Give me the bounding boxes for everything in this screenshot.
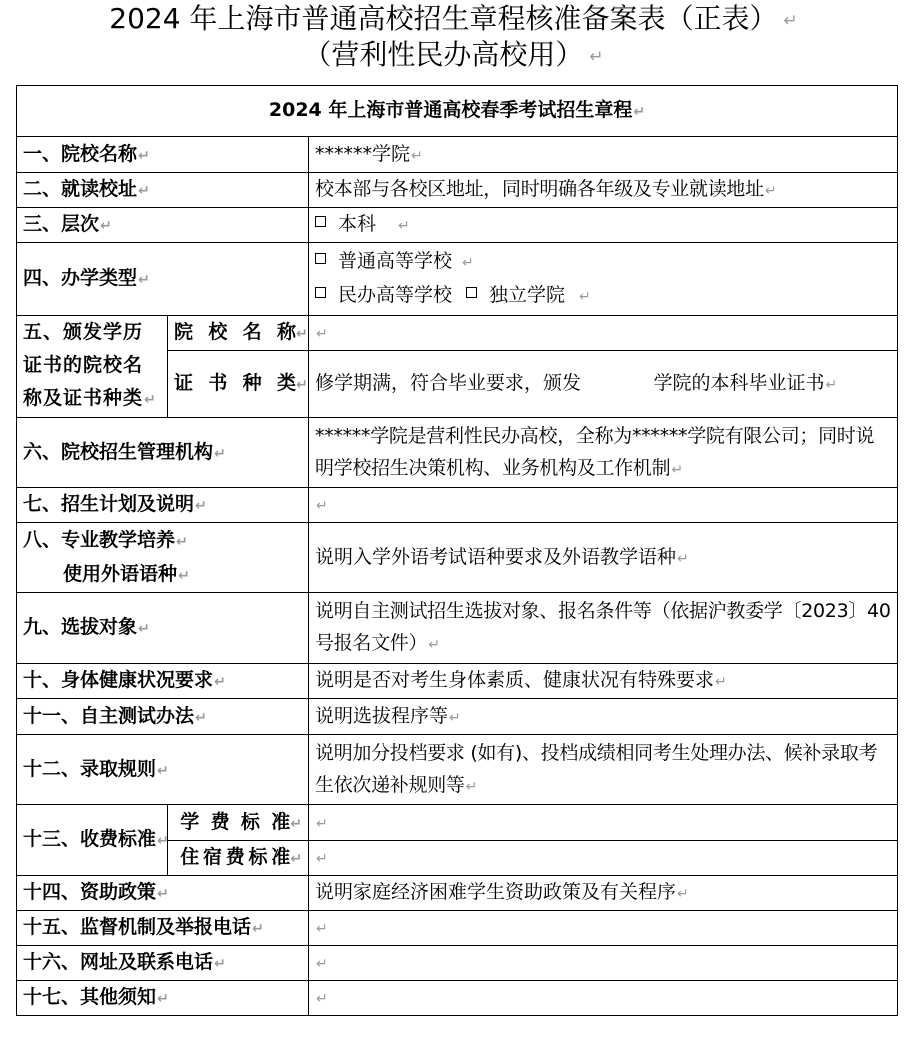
row-value: ******学院 xyxy=(315,142,411,165)
row-label: 十、身体健康状况要求 xyxy=(23,669,214,691)
label-cell xyxy=(17,981,309,1016)
return-mark-icon: ↵ xyxy=(316,921,328,937)
table-row xyxy=(17,593,898,664)
return-mark-icon: ↵ xyxy=(316,851,328,867)
label-cell xyxy=(17,208,309,243)
option-line xyxy=(315,245,891,279)
sub-label-cell xyxy=(168,841,309,876)
row-label: 七、招生计划及说明 xyxy=(23,493,195,515)
value-cell xyxy=(309,208,898,243)
row-label: 十一、自主测试办法 xyxy=(23,704,195,727)
label-cell xyxy=(17,946,309,981)
return-mark-icon: ↵ xyxy=(214,674,226,690)
value-cell xyxy=(309,173,898,208)
label-cell xyxy=(17,137,309,173)
return-mark-icon: ↵ xyxy=(589,47,604,67)
table-header-text: 2024 年上海市普通高校春季考试招生章程 xyxy=(268,99,633,121)
row-label: 十六、网址及联系电话 xyxy=(23,951,214,973)
return-mark-icon: ↵ xyxy=(138,272,150,288)
value-cell xyxy=(309,876,898,911)
table-row xyxy=(17,664,898,699)
label-cell xyxy=(17,488,309,523)
value-cell xyxy=(309,351,898,418)
row-value: 说明入学外语考试语种要求及外语教学语种 xyxy=(315,545,677,568)
option-label: 普通高等学校 xyxy=(338,250,453,272)
row-label: 十五、监督机制及举报电话 xyxy=(23,916,252,938)
value-cell xyxy=(309,981,898,1016)
sub-label: 学费标准 xyxy=(180,810,291,833)
return-mark-icon: ↵ xyxy=(316,991,328,1007)
table-row xyxy=(17,911,898,946)
table-row xyxy=(17,523,898,593)
return-mark-icon: ↵ xyxy=(671,461,683,478)
label-line xyxy=(23,524,302,558)
row-label: 二、就读校址 xyxy=(23,178,138,200)
table-row xyxy=(17,699,898,735)
return-mark-icon: ↵ xyxy=(316,498,328,514)
table-row xyxy=(17,488,898,523)
value-cell xyxy=(309,946,898,981)
table-row xyxy=(17,173,898,208)
row-value: 说明选拔程序等 xyxy=(315,704,449,727)
return-mark-icon: ↵ xyxy=(316,956,328,972)
table-row xyxy=(17,208,898,243)
checkbox-regular-university[interactable] xyxy=(315,253,326,264)
option-label: 本科 xyxy=(338,213,377,235)
return-mark-icon: ↵ xyxy=(296,377,308,394)
value-cell xyxy=(309,593,898,664)
sub-label-cell xyxy=(168,805,309,841)
table-row xyxy=(17,876,898,911)
return-mark-icon: ↵ xyxy=(252,921,264,937)
row-label: 四、办学类型 xyxy=(23,267,138,289)
return-mark-icon: ↵ xyxy=(157,762,169,779)
value-cell xyxy=(309,699,898,735)
return-mark-icon: ↵ xyxy=(428,637,440,653)
return-mark-icon: ↵ xyxy=(138,621,150,637)
page-title xyxy=(0,0,907,38)
return-mark-icon: ↵ xyxy=(157,886,169,902)
value-cell xyxy=(309,316,898,351)
title-block xyxy=(0,0,907,74)
value-cell xyxy=(309,841,898,876)
label-cell xyxy=(17,523,309,593)
row-value: 说明是否对考生身体素质、健康状况有特殊要求 xyxy=(315,669,715,691)
table-row xyxy=(17,981,898,1016)
row-value: 说明加分投档要求 (如有)、投档成绩相同考生处理办法、候补录取考生依次递补规则等 xyxy=(315,741,878,796)
label-cell xyxy=(17,911,309,946)
row-value: 修学期满，符合毕业要求，颁发 学院的本科毕业证书 xyxy=(315,372,825,395)
return-mark-icon: ↵ xyxy=(825,377,838,394)
sub-label: 证书种类 xyxy=(174,372,296,395)
return-mark-icon: ↵ xyxy=(214,956,226,972)
page-subtitle-text: （营利性民办高校用） xyxy=(303,38,584,71)
return-mark-icon: ↵ xyxy=(290,851,302,867)
label-cell xyxy=(17,593,309,664)
row-value: ******学院是营利性民办高校，全称为******学院有限公司；同时说明学校招生决策机构、业务机构及工作机制 xyxy=(315,424,875,479)
table-header-row xyxy=(17,86,898,137)
return-mark-icon: ↵ xyxy=(138,183,150,199)
return-mark-icon: ↵ xyxy=(677,550,689,567)
row-label: 九、选拔对象 xyxy=(23,616,138,638)
label-cell xyxy=(17,316,168,418)
return-mark-icon: ↵ xyxy=(465,778,478,795)
checkbox-undergraduate[interactable] xyxy=(315,216,326,227)
row-label: 十三、收费标准 xyxy=(23,828,157,850)
table-row xyxy=(17,805,898,841)
row-label: 一、院校名称 xyxy=(23,142,138,165)
option-label: 民办高等学校 xyxy=(338,284,453,306)
page-subtitle xyxy=(0,38,907,74)
label-cell xyxy=(17,664,309,699)
return-mark-icon: ↵ xyxy=(411,147,423,164)
row-label: 十七、其他须知 xyxy=(23,986,157,1008)
return-mark-icon: ↵ xyxy=(157,833,169,849)
value-cell xyxy=(309,137,898,173)
label-cell xyxy=(17,805,168,876)
return-mark-icon: ↵ xyxy=(633,104,646,120)
label-cell xyxy=(17,699,309,735)
return-mark-icon: ↵ xyxy=(579,289,591,305)
label-cell xyxy=(17,735,309,805)
sub-label-cell xyxy=(168,351,309,418)
return-mark-icon: ↵ xyxy=(157,991,169,1007)
table-header-cell xyxy=(17,86,898,137)
return-mark-icon: ↵ xyxy=(715,674,727,690)
table-row xyxy=(17,946,898,981)
row-label: 十二、录取规则 xyxy=(23,757,157,780)
return-mark-icon: ↵ xyxy=(316,815,328,832)
label-cell xyxy=(17,243,309,316)
table-row xyxy=(17,418,898,488)
label-cell xyxy=(17,173,309,208)
value-cell xyxy=(309,243,898,316)
label-cell xyxy=(17,876,309,911)
row-label: 十四、资助政策 xyxy=(23,881,157,903)
table-row xyxy=(17,735,898,805)
option-label: 独立学院 xyxy=(489,284,566,306)
return-mark-icon: ↵ xyxy=(176,533,188,550)
return-mark-icon: ↵ xyxy=(764,183,777,199)
return-mark-icon: ↵ xyxy=(138,147,150,164)
option-line xyxy=(315,279,891,313)
return-mark-icon: ↵ xyxy=(462,255,474,271)
table-row xyxy=(17,316,898,351)
row-label: 五、颁发学历证书的院校名称及证书种类 xyxy=(23,321,144,409)
return-mark-icon: ↵ xyxy=(316,326,328,343)
return-mark-icon: ↵ xyxy=(100,218,112,234)
return-mark-icon: ↵ xyxy=(783,11,798,31)
return-mark-icon: ↵ xyxy=(296,326,308,343)
value-cell xyxy=(309,735,898,805)
return-mark-icon: ↵ xyxy=(290,815,302,832)
return-mark-icon: ↵ xyxy=(449,709,461,726)
row-label: 六、院校招生管理机构 xyxy=(23,440,214,463)
sub-label-cell xyxy=(168,316,309,351)
row-label: 八、专业教学培养 xyxy=(23,528,176,551)
row-label: 三、层次 xyxy=(23,213,100,235)
return-mark-icon: ↵ xyxy=(144,392,157,408)
return-mark-icon: ↵ xyxy=(195,498,207,514)
return-mark-icon: ↵ xyxy=(677,886,689,902)
value-cell xyxy=(309,664,898,699)
table-row xyxy=(17,243,898,316)
value-cell xyxy=(309,488,898,523)
sub-label: 住宿费标准 xyxy=(180,846,291,868)
table-row xyxy=(17,137,898,173)
return-mark-icon: ↵ xyxy=(178,567,190,584)
return-mark-icon: ↵ xyxy=(195,709,207,726)
checkbox-independent-college[interactable] xyxy=(466,287,477,298)
value-cell xyxy=(309,418,898,488)
return-mark-icon: ↵ xyxy=(214,445,226,462)
row-value: 说明家庭经济困难学生资助政策及有关程序 xyxy=(315,881,677,903)
checkbox-private-university[interactable] xyxy=(315,287,326,298)
row-value: 校本部与各校区地址，同时明确各年级及专业就读地址 xyxy=(315,178,764,200)
value-cell xyxy=(309,911,898,946)
label-line xyxy=(23,558,302,592)
return-mark-icon: ↵ xyxy=(398,218,410,234)
row-value: 说明自主测试招生选拔对象、报名条件等（依据沪教委学〔2023〕40 号报名文件） xyxy=(315,600,891,654)
value-cell xyxy=(309,523,898,593)
registration-form-table xyxy=(16,85,898,1016)
sub-label: 院校名称 xyxy=(174,321,296,344)
label-cell xyxy=(17,418,309,488)
page-title-text: 2024 年上海市普通高校招生章程核准备案表（正表） xyxy=(109,2,778,35)
row-label: 使用外语语种 xyxy=(63,562,178,585)
value-cell xyxy=(309,805,898,841)
